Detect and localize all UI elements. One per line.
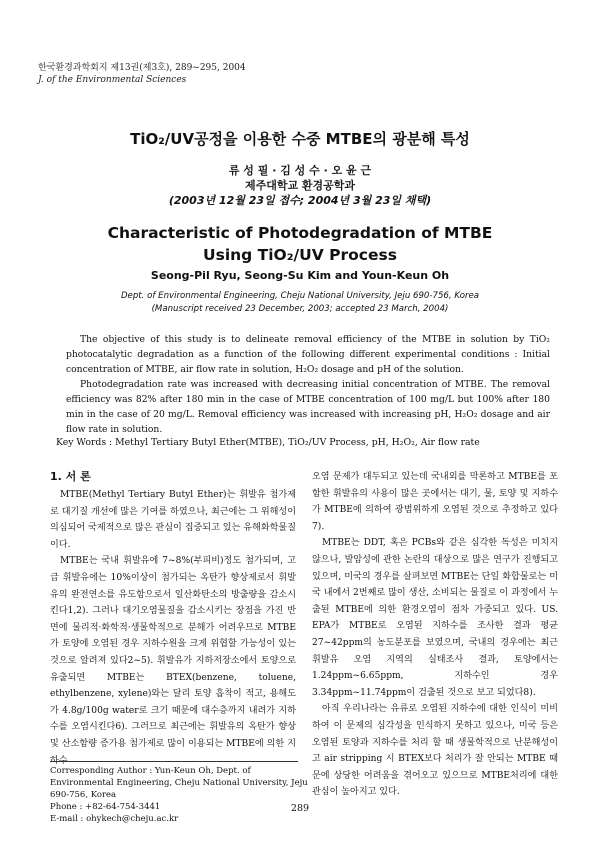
body-paragraph: 오염 문제가 대두되고 있는데 국내외를 막론하고 MTBE를 포함한 휘발유의 사용이 많은 곳에서는 대기, 물, 토양 및 지하수가 MTBE에 의하여 광범위하게 오염된 것으로 추정하고 있다7).: [312, 472, 558, 532]
corresponding-author-footnote: [50, 765, 310, 825]
body-paragraph: MTBE는 DDT, 혹은 PCBs와 같은 심각한 독성은 미치지 않으나, 발암성에 관한 논란의 대상으로 많은 연구가 진행되고 있으며, 미국의 경우를 살펴보면 MTBE는 단일 화합물로는 미국 내에서 2번째로 많이 생산, 소비되는 물질로 이 과정에서 누출된 MTBE에 의한 환경오염이 점차 가중되고 있다. US. EPA가 MTBE로 오염된 지하수를 조사한 결과 평균 27~42ppm의 농도분포를 보였으며, 국내의 경우에는 최근 휘발유 오염 지역의 실태조사 결과, 토양에서는 1.24ppm~6.65ppm, 지하수인 경우 3.34ppm~11.74ppm이 검출된 것으로 보고 되었다8).: [312, 538, 558, 698]
page-number: 289: [290, 803, 310, 814]
body-paragraph: 아직 우리나라는 유류로 오염된 지하수에 대한 인식이 미비하여 이 문제의 심각성을 인식하지 못하고 있으나, 미국 등은 오염된 토양과 지하수를 처리 할 때 생물학적으로 난분해성이고 air stripping 시 BTEX보다 처리가 잘 안되는 MTBE 때문에 상당한 어려움을 겪어오고 있으므로 MTBE처리에 대한 관심이 높아지고 있다.: [312, 704, 558, 798]
title-english-line2: Using TiO₂/UV Process: [203, 246, 397, 264]
footnote-author: Corresponding Author : Yun-Keun Oh, Dept. of Environmental Engineering, Cheju National University, Jeju 690-756, Korea: [50, 766, 308, 800]
journal-name-en: J. of the Environmental Sciences: [38, 75, 187, 85]
authors-block-korean: [0, 163, 600, 208]
affiliation-korean: 제주대학교 환경공학과: [244, 179, 356, 192]
dates-english: (Manuscript received 23 December, 2003; accepted 23 March, 2004): [151, 304, 449, 314]
authors-korean: 류 성 필 · 김 성 수 · 오 윤 근: [228, 164, 372, 177]
affiliation-english: Dept. of Environmental Engineering, Cheju National University, Jeju 690-756, Korea: [120, 291, 480, 301]
footnote-phone: Phone : +82-64-754-3441: [50, 802, 161, 812]
footnote-divider: [50, 761, 298, 762]
title-english: [0, 222, 600, 266]
abstract: [66, 332, 550, 437]
keywords: Key Words : Methyl Tertiary Butyl Ether(MTBE), TiO₂/UV Process, pH, H₂O₂, Air flow rate: [56, 437, 480, 448]
footnote-email: E-mail : ohykech@cheju.ac.kr: [50, 814, 179, 824]
section-title-introduction: 1. 서 론: [50, 470, 91, 483]
authors-english: Seong-Pil Ryu, Seong-Su Kim and Youn-Keun Oh: [150, 269, 450, 282]
abstract-paragraph-1: The objective of this study is to delineate removal efficiency of the MTBE in solution by TiO₂ photocatalytic degradation as a function of the following different experimental conditions : Initial concentration of MTBE, air flow rate in solution, H₂O₂ dosage and pH of the solution.: [66, 334, 550, 375]
title-english-line1: Characteristic of Photodegradation of MTBE: [107, 224, 493, 242]
journal-header: [38, 62, 246, 86]
left-column: [50, 469, 296, 769]
affiliation-block-english: [0, 290, 600, 316]
body-paragraph: MTBE(Methyl Tertiary Butyl Ether)는 휘발유 첨가제로 대기질 개선에 많은 기여를 하였으나, 최근에는 그 위해성이 의심되어 국제적으로 많은 관심이 집중되고 있는 유해화학물질이다.: [50, 490, 296, 550]
abstract-paragraph-2: Photodegradation rate was increased with decreasing initial concentration of MTBE. The removal efficiency was 82% after 180 min in the case of MTBE concentration of 100 mg/L but 100% after 180 min in the case of 20 mg/L. Removal efficiency was increased with increasing pH, H₂O₂ dosage and air flow rate in solution.: [66, 379, 550, 435]
body-paragraph: MTBE는 국내 휘발유에 7~8%(부피비)정도 첨가되며, 고급 휘발유에는 10%이상이 첨가되는 옥탄가 향상제로서 휘발유의 완전연소를 유도함으로서 일산화탄소의 방출량을 감소시킨다1,2). 그러나 대기오염물질을 감소시키는 장점을 가진 반면에 물리적·화학적·생물학적으로 분해가 어려우므로 MTBE가 토양에 오염된 경우 지하수원을 크게 위협할 가능성이 있는 것으로 알려져 있다2~5). 휘발유가 지하저장소에서 토양으로 유출되면 MTBE는 BTEX(benzene, toluene, ethylbenzene, xylene)와는 달리 토양 흡착이 적고, 용해도가 4.8g/100g water로 크기 때문에 대수층까지 내려가 지하수를 오염시킨다6). 그러므로 최근에는 휘발유의 옥탄가 향상 및 산소함량 증가용 첨가제로 많이 이용되는 MTBE에 의한 지하수: [50, 556, 296, 766]
title-korean: TiO₂/UV공정을 이용한 수중 MTBE의 광분해 특성: [130, 130, 470, 148]
right-column: [312, 469, 558, 801]
journal-citation-ko: 한국환경과학회지 제13권(제3호), 289~295, 2004: [38, 63, 246, 73]
dates-korean: (2003년 12월 23일 접수; 2004년 3월 23일 채택): [168, 194, 432, 207]
